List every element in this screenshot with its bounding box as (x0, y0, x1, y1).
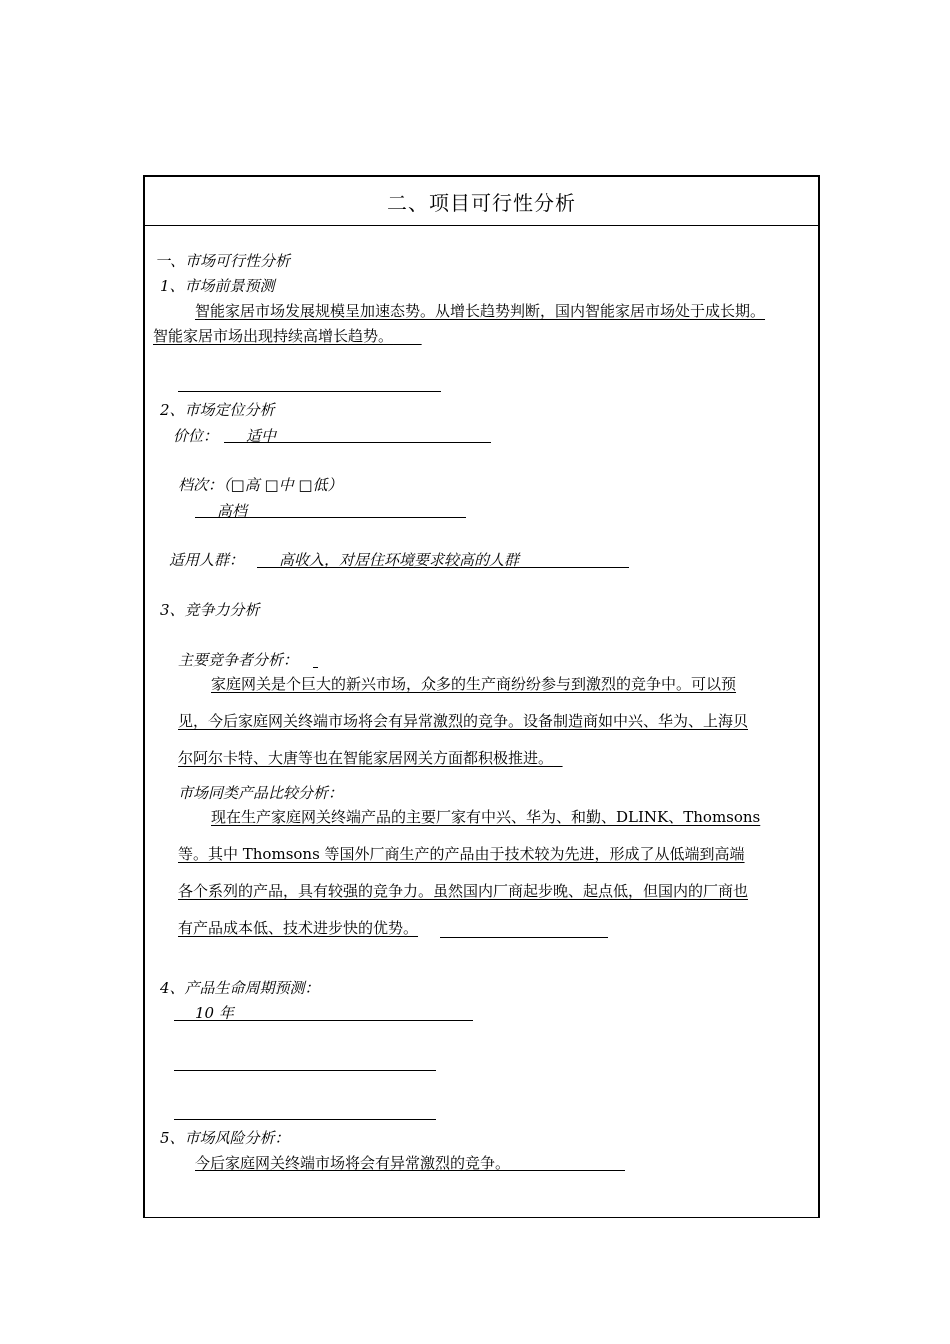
risk-underline (195, 1170, 625, 1171)
risk-value: 今后家庭网关终端市场将会有异常激烈的竞争。 (195, 1154, 511, 1172)
compare-line-4: 有产品成本低、技术进步快的优势。 (178, 919, 419, 937)
compare-line-3: 各个系列的产品，具有较强的竞争力。虽然国内厂商起步晚、起点低，但国内的厂商也 (178, 882, 749, 900)
price-value: 适中 (246, 427, 277, 445)
blank-underline (178, 391, 441, 392)
subsection-heading-4: 4、产品生命周期预测： (160, 979, 320, 997)
compare-line-2: 等。其中 Thomsons 等国外厂商生产的产品由于技术较为先进，形成了从低端到高端 (178, 845, 745, 863)
competitor-line-2: 见，今后家庭网关终端市场将会有异常激烈的竞争。设备制造商如中兴、华为、上海贝 (178, 712, 749, 730)
price-label: 价位： (173, 427, 219, 445)
blank-underline (174, 1119, 436, 1120)
section-heading: 一、市场可行性分析 (155, 252, 291, 270)
page-title: 二、项目可行性分析 (387, 190, 576, 215)
lifecycle-value: 10 年 (195, 1004, 234, 1022)
lifecycle-underline (174, 1020, 473, 1021)
subsection-heading-5: 5、市场风险分析： (160, 1129, 290, 1147)
table-header (145, 177, 818, 226)
market-outlook-line-1: 智能家居市场发展规模呈加速态势。从增长趋势判断，国内智能家居市场处于成长期。 (195, 302, 766, 320)
blank-underline (174, 1070, 436, 1071)
audience-underline (257, 567, 629, 568)
grade-label: 档次：（□高 □中 □低） (178, 476, 343, 494)
grade-value: 高档 (217, 502, 248, 520)
price-underline (224, 442, 491, 443)
compare-label: 市场同类产品比较分析： (178, 784, 344, 802)
market-outlook-line-2: 智能家居市场出现持续高增长趋势。 (153, 327, 394, 345)
subsection-heading-1: 1、市场前景预测 (160, 277, 275, 295)
grade-underline (195, 517, 466, 518)
competitor-line-3: 尔阿尔卡特、大唐等也在智能家居网关方面都积极推进。 (178, 749, 554, 767)
competitor-label: 主要竞争者分析： (178, 651, 299, 669)
subsection-heading-3: 3、竞争力分析 (160, 601, 260, 619)
subsection-heading-2: 2、市场定位分析 (160, 401, 275, 419)
audience-value: 高收入，对居住环境要求较高的人群 (279, 551, 520, 569)
compare-tail-underline (440, 937, 608, 938)
competitor-line-1: 家庭网关是个巨大的新兴市场，众多的生产商纷纷参与到激烈的竞争中。可以预 (211, 675, 737, 693)
compare-line-1: 现在生产家庭网关终端产品的主要厂家有中兴、华为、和勤、DLINK、Thomsons (211, 808, 761, 826)
audience-label: 适用人群： (169, 551, 245, 569)
